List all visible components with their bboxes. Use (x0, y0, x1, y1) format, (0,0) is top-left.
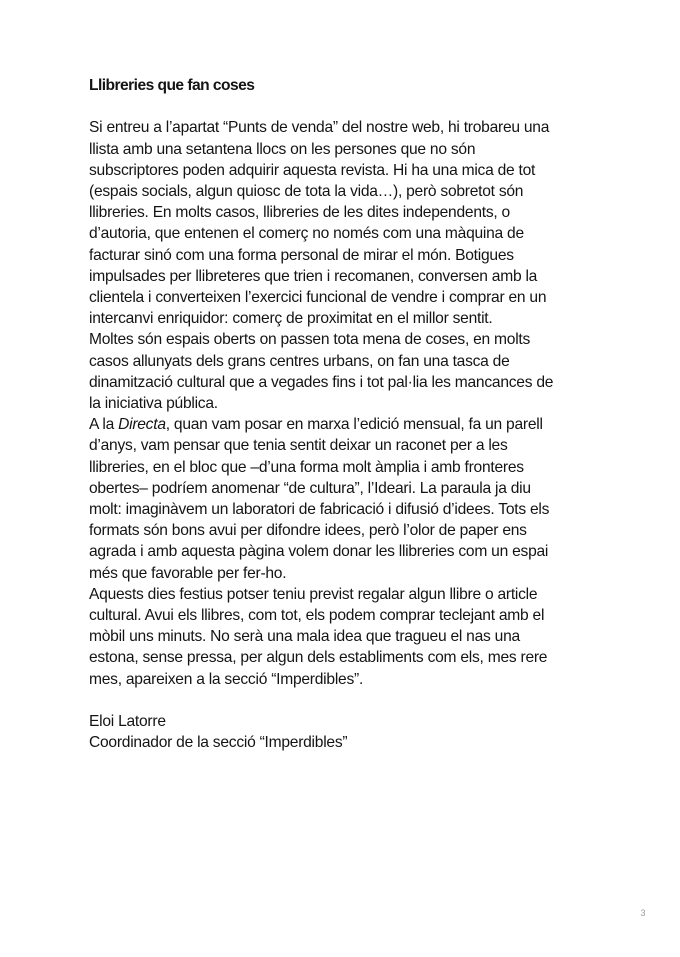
title-spacer (89, 96, 559, 117)
signature (89, 711, 559, 753)
article-paragraph-2: Moltes són espais oberts on passen tota mena de coses, en molts casos allunyats dels grans centres urbans, on fan una tasca de dinamització cultural que a vegades fins i tot pal·lia les mancances de la iniciativa pública. (89, 331, 554, 413)
paragraph-3-body: , quan vam posar en marxa l’edició mensual, fa un parell d’anys, vam pensar que tenia sentit deixar un raconet per a les llibreries, en el bloc que –d’una forma molt àmplia i amb fronteres obertes– podríem anomenar “de cultura”, l’Ideari. La paraula ja diu molt: imaginàvem un laboratori de fabricació i difusió d’idees. Tots els formats són bons avui per difondre idees, però l’olor de paper ens agrada i amb aquesta pàgina volem donar les llibreries com un espai més que favorable per fer-ho. (89, 416, 550, 582)
article-paragraph-1: Si entreu a l’apartat “Punts de venda” del nostre web, hi trobareu una llista amb una setantena llocs on les persones que no són subscriptores poden adquirir aquesta revista. Hi ha una mica de tot (espais socials, algun quiosc de tota la vida…), però sobretot són llibreries. En molts casos, llibreries de les dites independents, o d’autoria, que entenen el comerç no només com una màquina de facturar sinó com una forma personal de mirar el món. Botigues impulsades per llibreteres que trien i recomanen, conversen amb la clientela i converteixen l’exercici funcional de vendre i comprar en un intercanvi enriquidor: comerç de proximitat en el millor sentit. (89, 119, 550, 328)
author-name: Eloi Latorre (89, 713, 166, 731)
publication-name: Directa (118, 416, 166, 434)
article-paragraph-3 (89, 414, 559, 584)
paragraph-3-intro: A la (89, 416, 119, 434)
article-paragraph-4: Aquests dies festius potser teniu previst regalar algun llibre o article cultural. Avui els llibres, com tot, els podem comprar teclejant amb el mòbil uns minuts. No serà una mala idea que tragueu el nas una estona, sense pressa, per algun dels establiments com els, mes rere mes, apareixen a la secció “Imperdibles”. (89, 585, 548, 688)
author-role: Coordinador de la secció “Imperdibles” (89, 734, 348, 752)
article-title: Llibreries que fan coses (89, 77, 255, 94)
article (89, 75, 559, 753)
page-number: 3 (640, 908, 646, 918)
